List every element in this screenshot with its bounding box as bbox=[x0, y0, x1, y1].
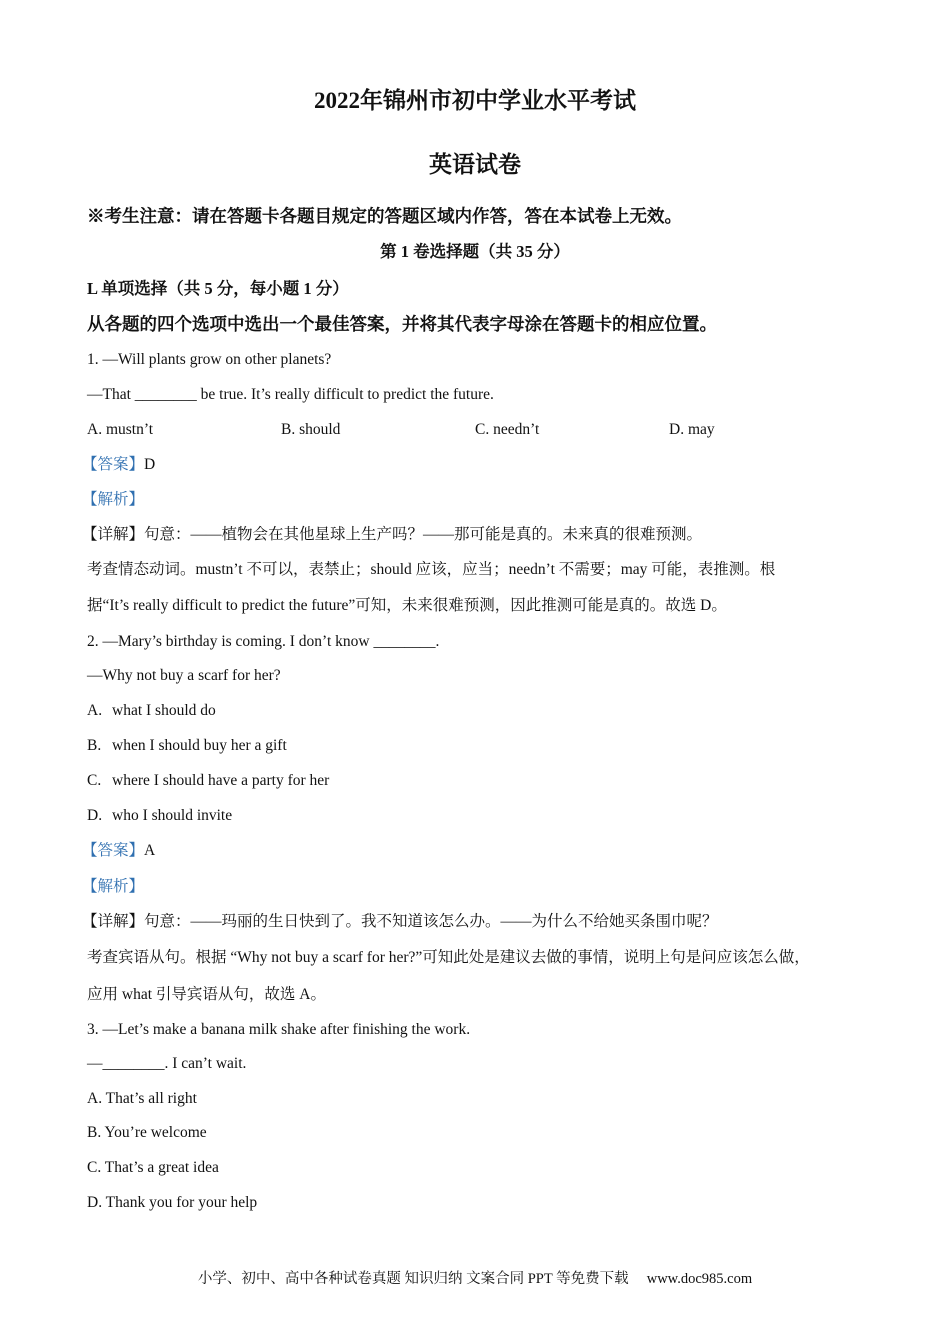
q1-option-a: A. mustn’t bbox=[87, 421, 154, 438]
q1-option-b: B. should bbox=[281, 421, 341, 438]
q3-option-b: B. You’re welcome bbox=[87, 1124, 207, 1141]
footer-link[interactable]: www.doc985.com bbox=[646, 1271, 753, 1287]
q2-stem-line1: 2. —Mary’s birthday is coming. I don’t know ________. bbox=[87, 633, 440, 650]
q3-option-a: A. That’s all right bbox=[87, 1090, 197, 1107]
q1-analysis-tag: 【解析】 bbox=[82, 491, 145, 508]
exam-subtitle: 英语试卷 bbox=[429, 152, 521, 177]
q2-stem-line2: —Why not buy a scarf for her? bbox=[87, 667, 281, 684]
q1-answer bbox=[82, 454, 155, 476]
answer-tag: 【答案】 bbox=[82, 456, 145, 473]
q1-stem-line1: 1. —Will plants grow on other planets? bbox=[87, 351, 332, 368]
q1-explanation-line1: 考查情态动词。mustn’t 不可以，表禁止；should 应该，应当；needn’t 不需要；may 可能，表推测。根 bbox=[87, 561, 776, 578]
q2-detail-text: 句意：——玛丽的生日快到了。我不知道该怎么办。——为什么不给她买条围巾呢？ bbox=[144, 913, 718, 930]
q2-option-d bbox=[87, 805, 232, 827]
q1-detail-text: 句意：——植物会在其他星球上生产吗？——那可能是真的。未来真的很难预测。 bbox=[144, 526, 703, 543]
option-letter: C. bbox=[87, 772, 102, 789]
option-text: where I should have a party for her bbox=[112, 772, 330, 789]
q3-option-c: C. That’s a great idea bbox=[87, 1159, 219, 1176]
option-text: what I should do bbox=[112, 702, 216, 719]
candidate-notice: ※考生注意：请在答题卡各题目规定的答题区域内作答，答在本试卷上无效。 bbox=[87, 206, 682, 226]
q1-explanation-line2: 据“It’s really difficult to predict the future”可知，未来很难预测，因此推测可能是真的。故选 D。 bbox=[87, 597, 727, 614]
q3-stem-line1: 3. —Let’s make a banana milk shake after finishing the work. bbox=[87, 1021, 471, 1038]
option-letter: B. bbox=[87, 737, 102, 754]
q2-explanation-line1: 考查宾语从句。根据 “Why not buy a scarf for her?”可知此处是建议去做的事情，说明上句是问应该怎么做， bbox=[87, 949, 810, 966]
q1-detail bbox=[82, 524, 702, 546]
q1-answer-value: D bbox=[144, 456, 156, 473]
option-letter: D. bbox=[87, 807, 103, 824]
q2-option-a bbox=[87, 700, 216, 722]
exam-title: 2022年锦州市初中学业水平考试 bbox=[314, 88, 636, 113]
q3-option-d: D. Thank you for your help bbox=[87, 1194, 258, 1211]
part-instruction: 从各题的四个选项中选出一个最佳答案，并将其代表字母涂在答题卡的相应位置。 bbox=[87, 314, 717, 334]
q2-detail bbox=[82, 911, 718, 933]
q2-analysis-tag: 【解析】 bbox=[82, 878, 145, 895]
section-title: 第 1 卷选择题（共 35 分） bbox=[380, 242, 570, 261]
q2-answer-value: A bbox=[144, 842, 156, 859]
option-text: when I should buy her a gift bbox=[112, 737, 287, 754]
q3-stem-line2: —________. I can’t wait. bbox=[87, 1055, 247, 1072]
answer-tag: 【答案】 bbox=[82, 842, 145, 859]
q2-explanation-line2: 应用 what 引导宾语从句，故选 A。 bbox=[87, 986, 326, 1003]
page-footer bbox=[0, 1268, 950, 1290]
q2-option-c bbox=[87, 770, 329, 792]
q1-option-c: C. needn’t bbox=[475, 421, 540, 438]
q2-option-b bbox=[87, 735, 287, 757]
option-letter: A. bbox=[87, 702, 103, 719]
option-text: who I should invite bbox=[112, 807, 233, 824]
part-title: L 单项选择（共 5 分，每小题 1 分） bbox=[87, 279, 349, 298]
q1-option-d: D. may bbox=[669, 421, 715, 438]
q2-answer bbox=[82, 840, 155, 862]
footer-text: 小学、初中、高中各种试卷真题 知识归纳 文案合同 PPT 等免费下载 bbox=[197, 1271, 629, 1287]
q1-stem-line2: —That ________ be true. It’s really difficult to predict the future. bbox=[87, 386, 494, 403]
detail-tag: 【详解】 bbox=[82, 526, 145, 543]
detail-tag: 【详解】 bbox=[82, 913, 145, 930]
